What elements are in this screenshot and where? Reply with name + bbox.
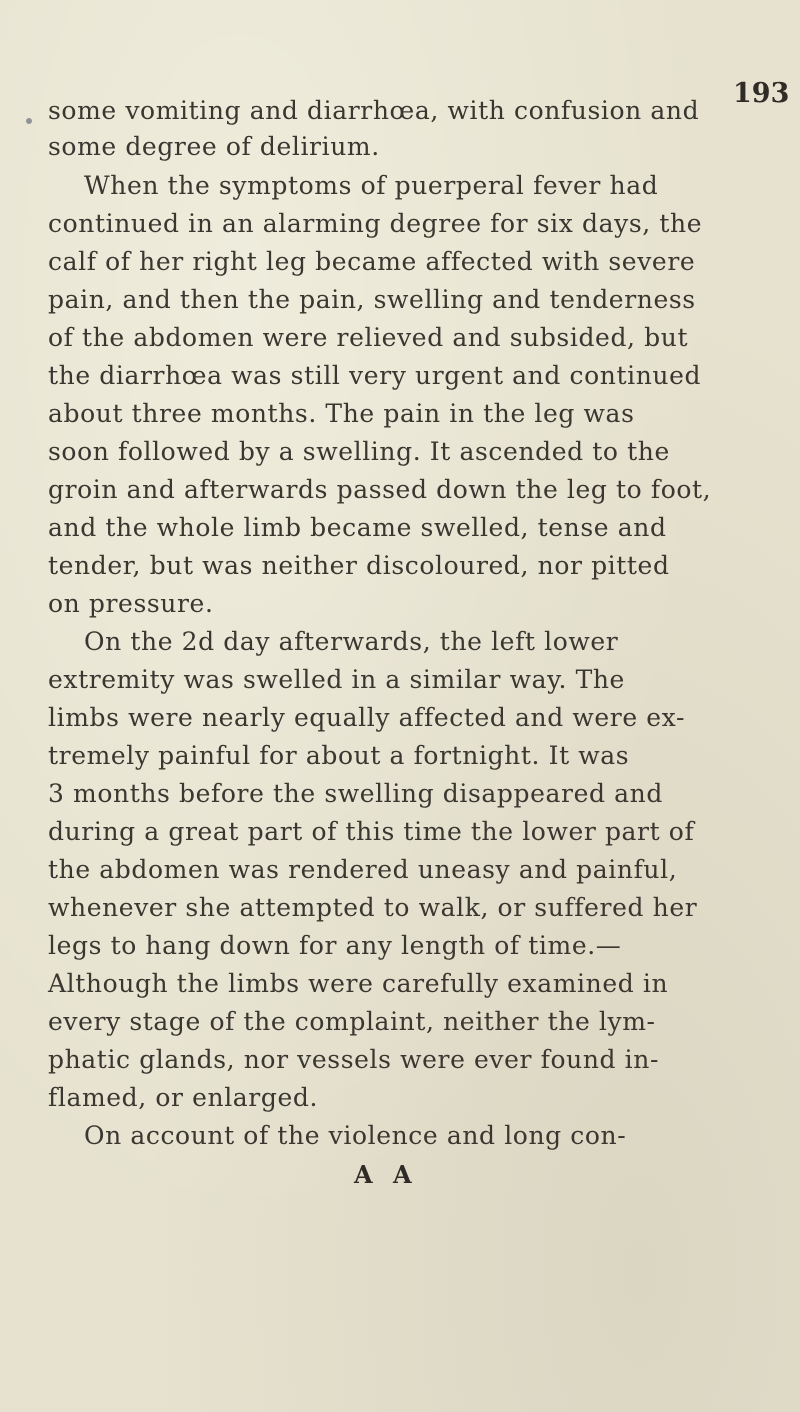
text-line: limbs were nearly equally affected and were ex- [48,703,685,732]
text-line: phatic glands, nor vessels were ever found in- [48,1045,660,1074]
paragraph-start-line: On account of the violence and long con- [84,1121,627,1150]
paragraph-start-line: When the symptoms of puerperal fever had [84,171,659,200]
ink-speck [26,118,32,124]
text-line: extremity was swelled in a similar way. The [48,665,625,694]
text-line: about three months. The pain in the leg was [48,399,635,428]
text-line: some degree of delirium. [48,132,380,161]
text-line: tender, but was neither discoloured, nor pitted [48,551,670,580]
text-line: 3 months before the swelling disappeared and [48,779,663,808]
text-line: flamed, or enlarged. [48,1083,318,1112]
text-line: during a great part of this time the lower part of [48,817,695,846]
page-number: 193 [733,78,790,109]
text-line: pain, and then the pain, swelling and tenderness [48,285,696,314]
paragraph-start-line: On the 2d day afterwards, the left lower [84,627,619,656]
text-line: on pressure. [48,589,214,618]
text-line: whenever she attempted to walk, or suffered her [48,893,698,922]
text-line: groin and afterwards passed down the leg to foot, [48,475,712,504]
text-line: of the abdomen were relieved and subsided, but [48,323,689,352]
text-line: calf of her right leg became affected with severe [48,247,696,276]
text-line: and the whole limb became swelled, tense and [48,513,667,542]
text-line: the abdomen was rendered uneasy and painful, [48,855,678,884]
text-line: continued in an alarming degree for six days, the [48,209,703,238]
text-line: soon followed by a swelling. It ascended to the [48,437,670,466]
signature-mark: A A [354,1160,418,1189]
text-line: legs to hang down for any length of time.— [48,931,622,960]
text-line: the diarrhœa was still very urgent and continued [48,361,702,390]
text-line: Although the limbs were carefully examined in [48,969,669,998]
text-line: tremely painful for about a fortnight. It was [48,741,630,770]
text-line: some vomiting and diarrhœa, with confusion and [48,96,700,125]
text-line: every stage of the complaint, neither the lym- [48,1007,656,1036]
